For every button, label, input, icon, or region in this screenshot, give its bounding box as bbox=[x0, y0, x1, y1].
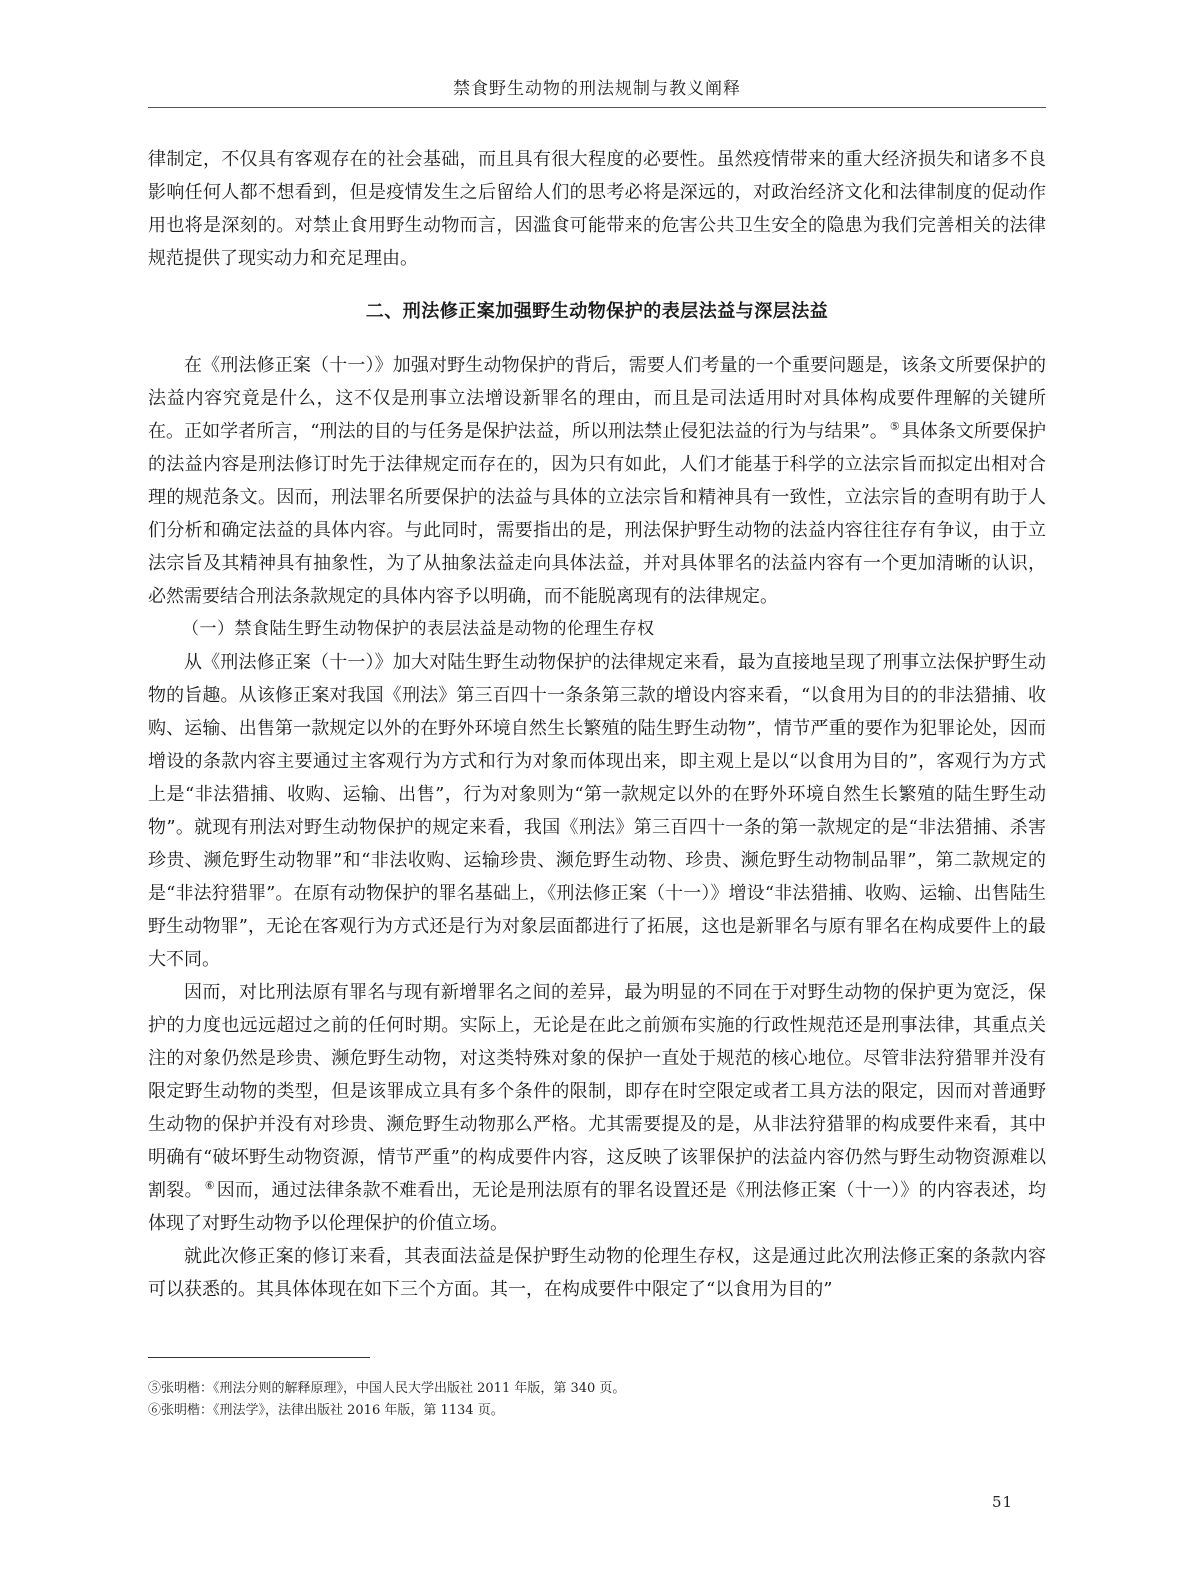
paragraph-text: 因而，通过法律条款不难看出，无论是刑法原有的罪名设置还是《刑法修正案（十一）》的内容表述，均体现了对野生动物予以伦理保护的价值立场。 bbox=[148, 1180, 1046, 1234]
main-text bbox=[148, 143, 1046, 1306]
paragraph-surface-interest: 就此次修正案的修订来看，其表面法益是保护野生动物的伦理生存权，这是通过此次刑法修正案的条款内容可以获悉的。其具体体现在如下三个方面。其一，在构成要件中限定了“以食用为目的” bbox=[148, 1246, 1046, 1300]
header-divider bbox=[148, 107, 1046, 108]
paragraph-legal-interest bbox=[148, 349, 1046, 613]
paragraph-comparison bbox=[148, 976, 1046, 1240]
paragraph-text: 具体条文所要保护的法益内容是刑法修订时先于法律规定而存在的，因为只有如此，人们才能基于科学的立法宗旨而拟定出相对合理的规范条文。因而，刑法罪名所要保护的法益与具体的立法宗旨和精神具有一致性，立法宗旨的查明有助于人们分析和确定法益的具体内容。与此同时，需要指出的是，刑法保护野生动物的法益内容往往存有争议，由于立法宗旨及其精神具有抽象性，为了从抽象法益走向具体法益，并对具体罪名的法益内容有一个更加清晰的认识，必然需要结合刑法条款规定的具体内容予以明确，而不能脱离现有的法律规定。 bbox=[148, 421, 1046, 607]
footnote-6: ⑥张明楷：《刑法学》，法律出版社 2016 年版，第 1134 页。 bbox=[148, 1403, 504, 1418]
section-heading: 二、刑法修正案加强野生动物保护的表层法益与深层法益 bbox=[365, 301, 829, 322]
footnote-divider bbox=[148, 1357, 370, 1358]
paragraph-text: 因而，对比刑法原有罪名与现有新增罪名之间的差异，最为明显的不同在于对野生动物的保护更为宽泛，保护的力度也远远超过之前的任何时期。实际上，无论是在此之前颁布实施的行政性规范还是刑事法律，其重点关注的对象仍然是珍贵、濒危野生动物，对这类特殊对象的保护一直处于规范的核心地位。尽管非法狩猎罪并没有限定野生动物的类型，但是该罪成立具有多个条件的限制，即存在时空限定或者工具方法的限定，因而对普通野生动物的保护并没有对珍贵、濒危野生动物那么严格。尤其需要提及的是，从非法狩猎罪的构成要件来看，其中明确有“破坏野生动物资源，情节严重”的构成要件内容，这反映了该罪保护的法益内容仍然与野生动物资源难以割裂。 bbox=[148, 982, 1046, 1201]
page-number: 51 bbox=[992, 1493, 1014, 1511]
footnotes bbox=[148, 1378, 1046, 1422]
running-head-title: 禁食野生动物的刑法规制与教义阐释 bbox=[453, 79, 741, 99]
footnote-5: ⑤张明楷：《刑法分则的解释原理》，中国人民大学出版社 2011 年版，第 340 页。 bbox=[148, 1381, 626, 1396]
paragraph-amendment-provisions: 从《刑法修正案（十一）》加大对陆生野生动物保护的法律规定来看，最为直接地呈现了刑事立法保护野生动物的旨趣。从该修正案对我国《刑法》第三百四十一条条第三款的增设内容来看，“以食用为目的的非法猎捕、收购、运输、出售第一款规定以外的在野外环境自然生长繁殖的陆生野生动物”，情节严重的要作为犯罪论处，因而增设的条款内容主要通过主客观行为方式和行为对象而体现出来，即主观上是以“以食用为目的”，客观行为方式上是“非法猎捕、收购、运输、出售”，行为对象则为“第一款规定以外的在野外环境自然生长繁殖的陆生野生动物”。就现有刑法对野生动物保护的规定来看，我国《刑法》第三百四十一条的第一款规定的是“非法猎捕、杀害珍贵、濒危野生动物罪”和“非法收购、运输珍贵、濒危野生动物、珍贵、濒危野生动物制品罪”，第二款规定的是“非法狩猎罪”。在原有动物保护的罪名基础上，《刑法修正案（十一）》增设“非法猎捕、收购、运输、出售陆生野生动物罪”，无论在客观行为方式还是行为对象层面都进行了拓展，这也是新罪名与原有罪名在构成要件上的最大不同。 bbox=[148, 652, 1046, 970]
subsection-heading: （一）禁食陆生野生动物保护的表层法益是动物的伦理生存权 bbox=[182, 619, 655, 639]
paragraph-text: 在《刑法修正案（十一）》加强对野生动物保护的背后，需要人们考量的一个重要问题是，该条文所要保护的法益内容究竟是什么，这不仅是刑事立法增设新罪名的理由，而且是司法适用时对具体构成要件理解的关键所在。正如学者所言，“刑法的目的与任务是保护法益，所以刑法禁止侵犯法益的行为与结果”。 bbox=[148, 355, 1046, 442]
paragraph-continuation: 律制定，不仅具有客观存在的社会基础，而且具有很大程度的必要性。虽然疫情带来的重大经济损失和诸多不良影响任何人都不想看到，但是疫情发生之后留给人们的思考必将是深远的，对政治经济文化和法律制度的促动作用也将是深刻的。对禁止食用野生动物而言，因滥食可能带来的危害公共卫生安全的隐患为我们完善相关的法律规范提供了现实动力和充足理由。 bbox=[148, 149, 1046, 269]
footnote-ref-6[interactable]: ⑥ bbox=[204, 1179, 215, 1192]
footnote-ref-5[interactable]: ⑤ bbox=[889, 420, 900, 433]
